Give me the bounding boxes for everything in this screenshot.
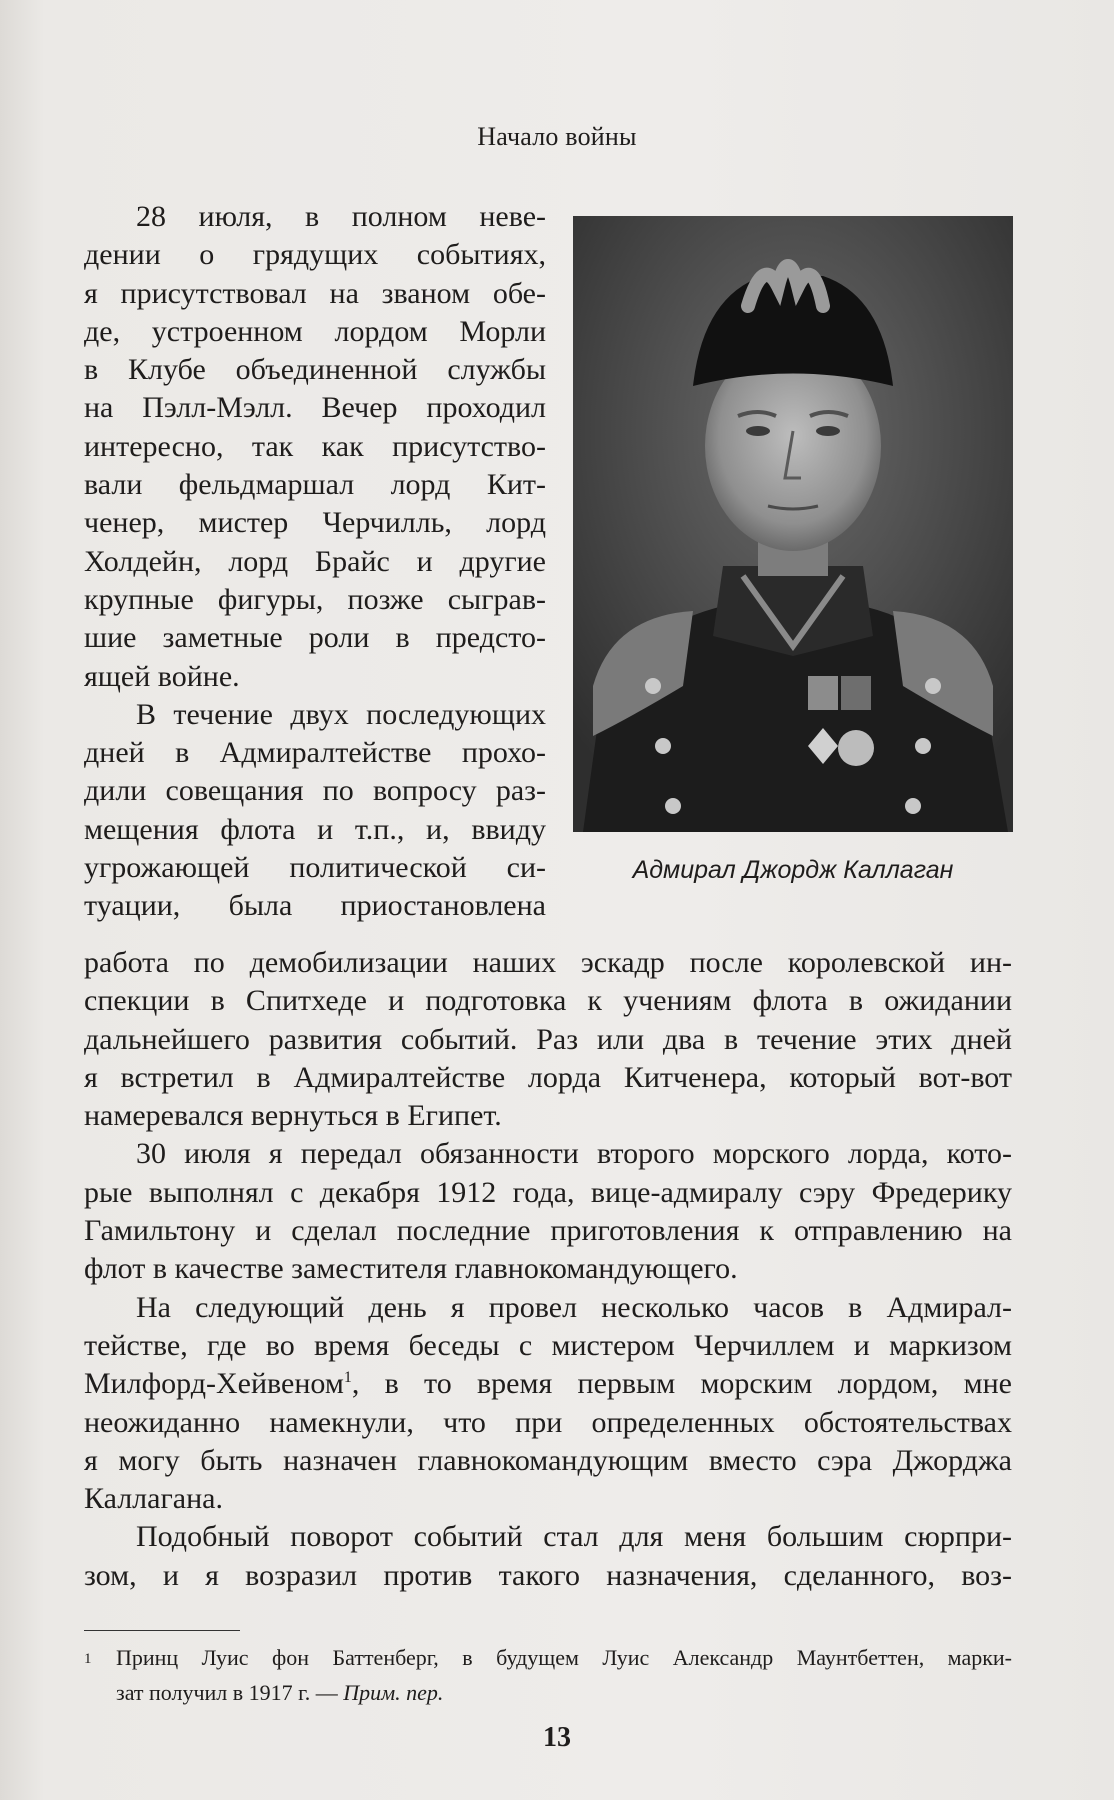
text-line: в Клубе объединенной службы	[84, 353, 546, 387]
text-fragment: , в то время первым морским лордом, мне	[351, 1367, 1012, 1401]
page-number: 13	[543, 1722, 571, 1753]
left-column-text	[84, 198, 546, 926]
text-line: 30 июля я передал обязанности второго морского лорда, кото-	[136, 1137, 1012, 1171]
text-line: на Пэлл-Мэлл. Вечер проходил	[84, 391, 546, 425]
text-line: неожиданно намекнули, что при определенных обстоятельствах	[84, 1405, 1012, 1439]
text-line: намеревался вернуться в Египет.	[84, 1099, 502, 1133]
text-line: угрожающей политической си-	[84, 851, 546, 885]
footnote-text: зат получил в 1917 г. —	[116, 1680, 338, 1705]
text-line: интересно, так как присутство-	[84, 429, 546, 463]
footnote-line	[84, 1675, 1012, 1710]
text-line: Подобный поворот событий стал для меня большим сюрпри-	[136, 1520, 1012, 1554]
text-line: Холдейн, лорд Брайс и другие	[84, 544, 546, 578]
text-line: зом, и я возразил против такого назначения, сделанного, воз-	[84, 1558, 1012, 1592]
footnote-reference: 1	[343, 1369, 352, 1387]
text-line: мещения флота и т.п., и, ввиду	[84, 812, 546, 846]
text-line: я могу быть назначен главнокомандующим вместо сэра Джорджа	[84, 1443, 1012, 1477]
text-line: дении о грядущих событиях,	[84, 238, 546, 272]
text-line: 28 июля, в полном неве-	[136, 200, 546, 233]
photo-caption: Адмирал Джордж Каллаган	[632, 856, 954, 884]
text-line: шие заметные роли в предсто-	[84, 621, 546, 655]
text-line: я встретил в Адмиралтействе лорда Китченера, который вот-вот	[84, 1060, 1012, 1094]
text-fragment: Милфорд-Хейвеном	[84, 1367, 344, 1401]
text-line: работа по демобилизации наших эскадр после королевской ин-	[84, 946, 1012, 979]
full-width-text	[84, 944, 1012, 1595]
admiral-portrait-photo	[573, 216, 1013, 832]
text-line: спекции в Спитхеде и подготовка к учениям флота в ожидании	[84, 984, 1012, 1018]
text-line: де, устроенном лордом Морли	[84, 314, 546, 348]
text-line: дней в Адмиралтействе прохо-	[84, 736, 546, 770]
footnote	[84, 1640, 1012, 1710]
footnote-divider	[84, 1630, 240, 1631]
text-line: ящей войне.	[84, 659, 240, 693]
running-head: Начало войны	[477, 122, 637, 151]
text-line: туации, была приостановлена	[84, 889, 546, 923]
text-line: крупные фигуры, позже сыграв-	[84, 582, 546, 616]
text-line: дили совещания по вопросу раз-	[84, 774, 546, 808]
footnote-translator-note: Прим. пер.	[343, 1680, 444, 1705]
text-line: я присутствовал на званом обе-	[84, 276, 546, 310]
text-line: Каллагана.	[84, 1482, 223, 1516]
text-line-with-footnote	[84, 1365, 1012, 1403]
footnote-mark: 1	[84, 1651, 92, 1667]
text-line: В течение двух последующих	[136, 697, 546, 731]
text-line: флот в качестве заместителя главнокомандующего.	[84, 1252, 738, 1286]
text-line: На следующий день я провел несколько часов в Адмирал-	[136, 1290, 1012, 1324]
text-line: Гамильтону и сделал последние приготовления к отправлению на	[84, 1214, 1012, 1248]
text-line: рые выполнял с декабря 1912 года, вице-адмиралу сэру Фредерику	[84, 1175, 1012, 1209]
footnote-line: Принц Луис фон Баттенберг, в будущем Луис Александр Маунтбеттен, марки-	[116, 1645, 1012, 1670]
text-line: вали фельдмаршал лорд Кит-	[84, 468, 546, 502]
text-line: ченер, мистер Черчилль, лорд	[84, 506, 546, 540]
portrait-illustration	[573, 216, 1013, 832]
text-line: дальнейшего развития событий. Раз или два в течение этих дней	[84, 1022, 1012, 1056]
text-line: тействе, где во время беседы с мистером Черчиллем и маркизом	[84, 1328, 1012, 1362]
